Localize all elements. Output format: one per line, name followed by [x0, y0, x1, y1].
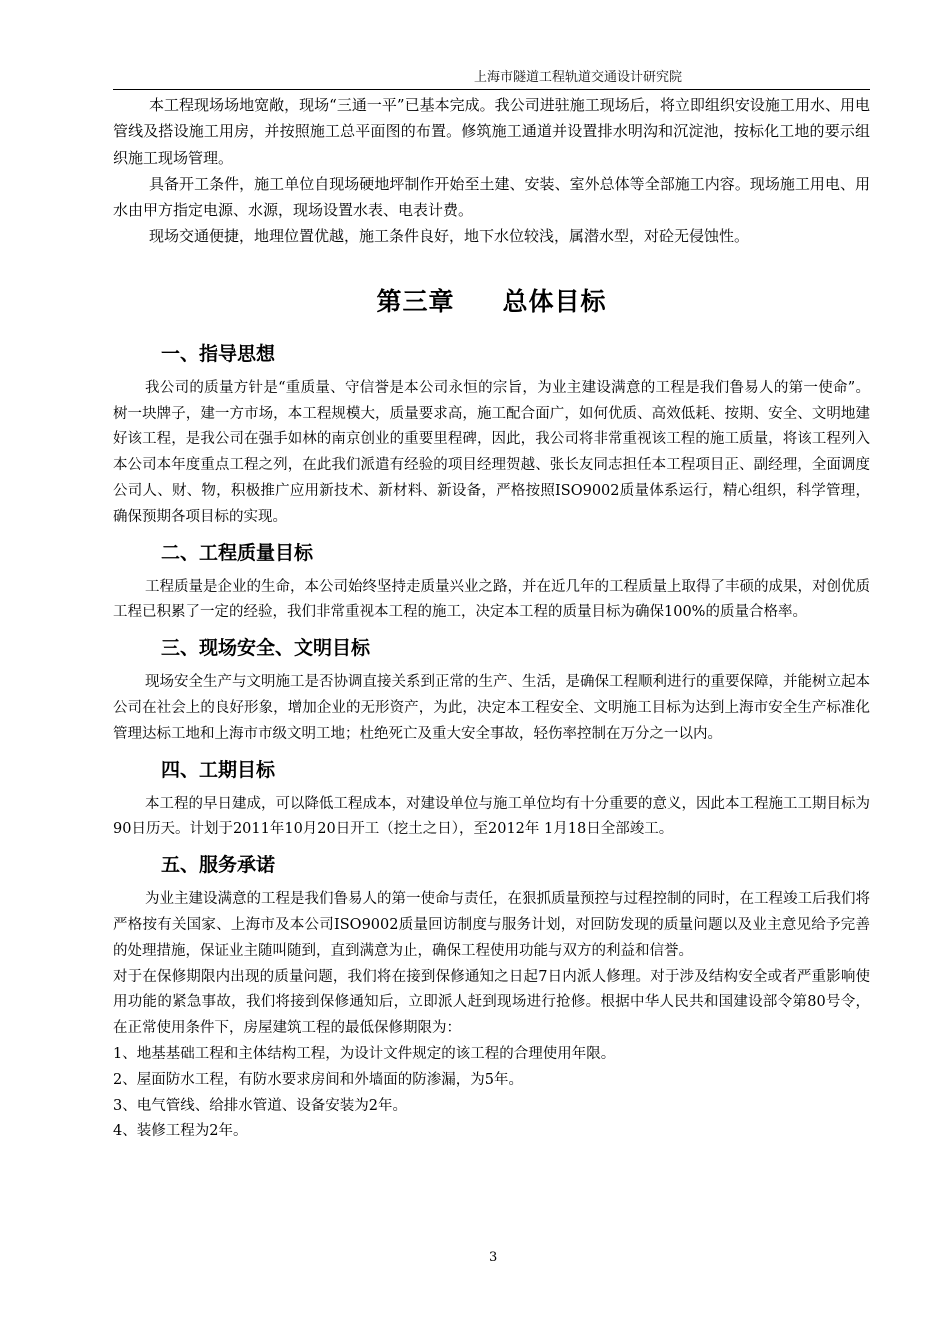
section-body: 现场安全生产与文明施工是否协调直接关系到正常的生产、生活，是确保工程顺利进行的重要保障，并能树立起本公司在社会上的良好形象，增加企业的无形资产，为此，决定本工程安全、文明施工目标为达到上海市安全生产标准化管理达标工地和上海市市级文明工地；杜绝死亡及重大安全事故，轻伤率控制在万分之一以内。 — [113, 674, 870, 742]
chapter-title — [113, 272, 870, 332]
section-heading: 五、服务承诺 — [161, 854, 276, 877]
section-body: 我公司的质量方针是“重质量、守信誉是本公司永恒的宗旨，为业主建设满意的工程是我们鲁易人的第一使命”。树一块牌子，建一方市场，本工程规模大，质量要求高，施工配合面广，如何优质、高效低耗、按期、安全、文明地建好该工程，是我公司在强手如林的南京创业的重要里程碑，因此，我公司将非常重视该工程的施工质量，将该工程列入本公司本年度重点工程之列，在此我们派遣有经验的项目经理贺越、张长友同志担任本工程项目正、副经理，全面调度公司人、财、物，积极推广应用新技术、新材料、新设备，严格按照ISO9002质量体系运行，精心组织，科学管理，确保预期各项目标的实现。 — [113, 379, 870, 525]
page-header: 上海市隧道工程轨道交通设计研究院 — [474, 70, 683, 85]
warranty-item: 1、地基基础工程和主体结构工程，为设计文件规定的该工程的合理使用年限。 — [113, 1045, 616, 1062]
section-heading: 三、现场安全、文明目标 — [161, 637, 371, 660]
header-divider — [113, 89, 870, 90]
section-heading: 一、指导思想 — [161, 342, 276, 365]
warranty-item: 3、电气管线、给排水管道、设备安装为2年。 — [113, 1097, 407, 1114]
section-body: 为业主建设满意的工程是我们鲁易人的第一使命与责任，在狠抓质量预控与过程控制的同时，在工程竣工后我们将严格按有关国家、上海市及本公司ISO9002质量回访制度与服务计划，对回防发现的质量问题以及业主意见给予完善的处理措施，保证业主随叫随到，直到满意为止，确保工程使用功能与双方的利益和信誉。 — [113, 891, 870, 959]
chapter-name: 总体目标 — [502, 286, 607, 316]
warranty-intro: 对于在保修期限内出现的质量问题，我们将在接到保修通知之日起7日内派人修理。对于涉及结构安全或者严重影响使用功能的紧急事故，我们将接到保修通知后，立即派人赶到现场进行抢修。根据中华人民共和国建设部令第80号令，在正常使用条件下，房屋建筑工程的最低保修期限为： — [113, 968, 870, 1037]
page-number: 3 — [489, 1250, 498, 1265]
section-heading: 四、工期目标 — [161, 758, 276, 781]
page-body — [113, 92, 870, 1145]
warranty-item: 2、屋面防水工程，有防水要求房间和外墙面的防渗漏，为5年。 — [113, 1071, 523, 1088]
section-body: 本工程的早日建成，可以降低工程成本，对建设单位与施工单位均有十分重要的意义，因此本工程施工工期目标为90日历天。计划于2011年10月20日开工（挖土之日），至2012年 1月18日全部竣工。 — [113, 795, 870, 838]
intro-paragraph: 现场交通便捷，地理位置优越，施工条件良好，地下水位较浅，属潜水型，对砼无侵蚀性。 — [149, 227, 750, 246]
chapter-number: 第三章 — [376, 286, 455, 316]
intro-paragraph: 本工程现场场地宽敞，现场“三通一平”已基本完成。我公司进驻施工现场后，将立即组织安设施工用水、用电管线及搭设施工用房，并按照施工总平面图的布置。修筑施工通道并设置排水明沟和沉淀池，按标化工地的要示组织施工现场管理。 — [113, 96, 870, 167]
intro-paragraph: 具备开工条件，施工单位自现场硬地坪制作开始至土建、安装、室外总体等全部施工内容。现场施工用电、用水由甲方指定电源、水源，现场设置水表、电表计费。 — [113, 174, 870, 220]
section-body: 工程质量是企业的生命，本公司始终坚持走质量兴业之路，并在近几年的工程质量上取得了丰硕的成果，对创优质工程已积累了一定的经验，我们非常重视本工程的施工，决定本工程的质量目标为确保100%的质量合格率。 — [113, 578, 870, 621]
section-heading: 二、工程质量目标 — [161, 541, 314, 564]
warranty-item: 4、装修工程为2年。 — [113, 1123, 248, 1140]
